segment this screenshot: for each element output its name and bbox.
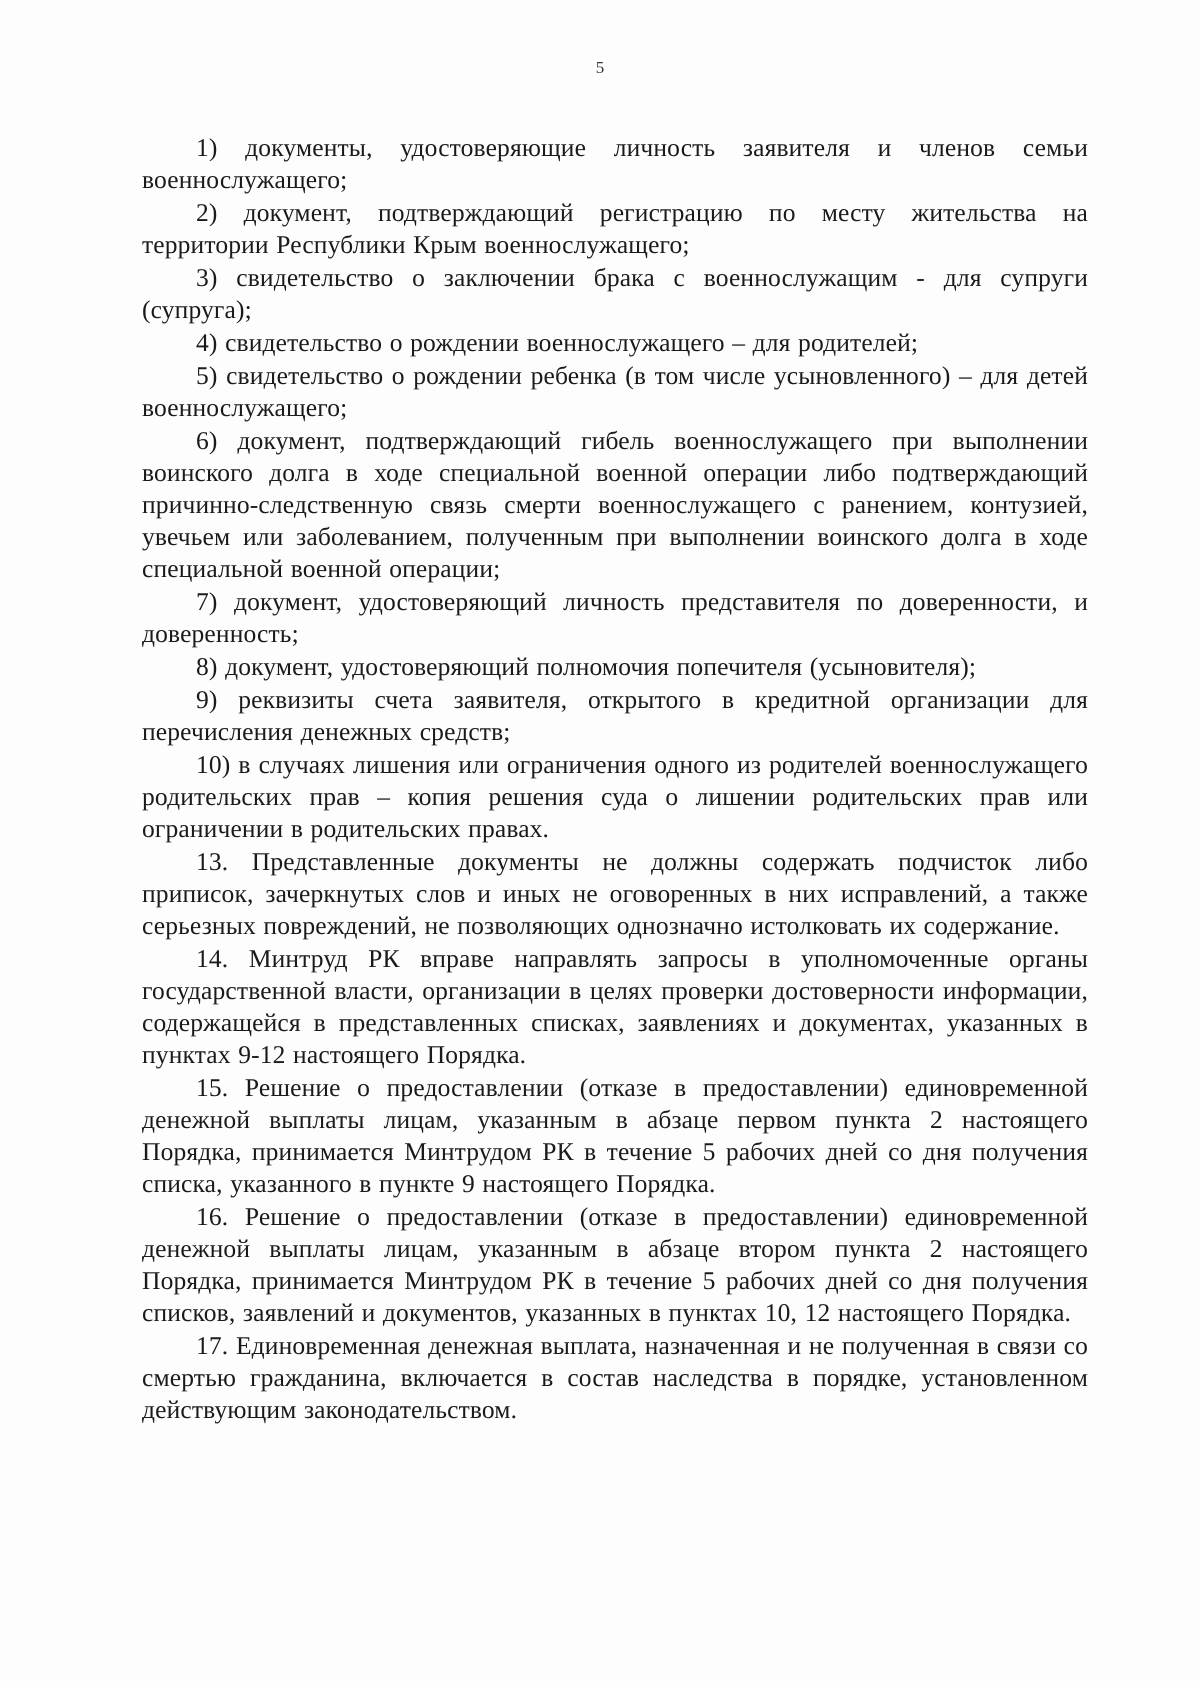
clause-16: 16. Решение о предоставлении (отказе в предоставлении) единовременной денежной выплаты лицам, указанным в абзаце втором пункта 2 настоящего Порядка, принимается Минтрудом РК в течение 5 рабочих дней со дня получения списков, заявлений и документов, указанных в пунктах 10, 12 настоящего Порядка.	[142, 1202, 1088, 1327]
list-item-7-representative-documents: 7) документ, удостоверяющий личность представителя по доверенности, и доверенность;	[142, 587, 1088, 648]
list-item-5-birth-certificate-child: 5) свидетельство о рождении ребенка (в том числе усыновленного) – для детей военнослужащего;	[142, 361, 1088, 422]
list-item-8-guardian-authority: 8) документ, удостоверяющий полномочия попечителя (усыновителя);	[196, 652, 977, 681]
clause-15: 15. Решение о предоставлении (отказе в предоставлении) единовременной денежной выплаты лицам, указанным в абзаце первом пункта 2 настоящего Порядка, принимается Минтрудом РК в течение 5 рабочих дней со дня получения списка, указанного в пункте 9 настоящего Порядка.	[142, 1073, 1088, 1198]
list-item-3-marriage-certificate: 3) свидетельство о заключении брака с военнослужащим - для супруги (супруга);	[142, 263, 1088, 324]
document-body	[142, 132, 1088, 1426]
list-item-2-registration-document: 2) документ, подтверждающий регистрацию по месту жительства на территории Республики Крым военнослужащего;	[142, 198, 1088, 259]
page-number: 5	[595, 58, 605, 77]
list-item-4-birth-certificate-serviceman: 4) свидетельство о рождении военнослужащего – для родителей;	[196, 328, 919, 357]
list-item-10-court-decision: 10) в случаях лишения или ограничения одного из родителей военнослужащего родительских прав – копия решения суда о лишении родительских прав или ограничении в родительских правах.	[142, 750, 1088, 843]
list-item-6-death-confirmation: 6) документ, подтверждающий гибель военнослужащего при выполнении воинского долга в ходе специальной военной операции либо подтверждающий причинно-следственную связь смерти военнослужащего с ранением, контузией, увечьем или заболеванием, полученным при выполнении воинского долга в ходе специальной военной операции;	[142, 426, 1088, 583]
clause-17: 17. Единовременная денежная выплата, назначенная и не полученная в связи со смертью гражданина, включается в состав наследства в порядке, установленном действующим законодательством.	[142, 1331, 1088, 1424]
clause-13: 13. Представленные документы не должны содержать подчисток либо приписок, зачеркнутых слов и иных не оговоренных в них исправлений, а также серьезных повреждений, не позволяющих однозначно истолковать их содержание.	[142, 847, 1088, 940]
list-item-1-identity-documents: 1) документы, удостоверяющие личность заявителя и членов семьи военнослужащего;	[142, 133, 1088, 194]
clause-14: 14. Минтруд РК вправе направлять запросы в уполномоченные органы государственной власти, организации в целях проверки достоверности информации, содержащейся в представленных списках, заявлениях и документах, указанных в пунктах 9-12 настоящего Порядка.	[142, 944, 1088, 1069]
list-item-9-bank-details: 9) реквизиты счета заявителя, открытого в кредитной организации для перечисления денежных средств;	[142, 685, 1088, 746]
